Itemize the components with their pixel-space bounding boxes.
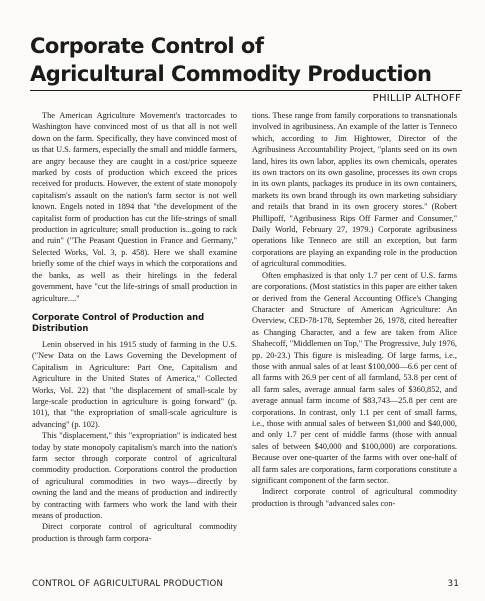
section-heading: Corporate Control of Production and Distribution: [32, 311, 205, 333]
page-number: 31: [447, 579, 459, 589]
paragraph: Indirect corporate control of agricultural commodity production is through "advanced sales con-: [252, 487, 457, 508]
article-title-line-1: Corporate Control of: [30, 34, 264, 58]
paragraph: tions. These range from family corporations to transnationals involved in agribusiness. An example of the latter is Tenneco which, according to Jim Hightower, Director of the Agribusiness Accountability Project, "plants seed on its own land, hires its own labor, applies its own chemicals, operates its own tractors on its own gasoline, processes its own crops in its own plants, packages its produce in its own containers, markets its own brand through its own marketing subsidiary and retails that brand in its own grocery stores." (Robert Phillipoff, "Agribusiness Rips Off Farmer and Consumer," Daily World, February 27, 1979.) Corporate agribusiness operations like Tenneco are still an exception, but farm corporations are playing an expanding role in the production of agricultural commodities.: [252, 111, 457, 269]
author-byline: PHILLIP ALTHOFF: [372, 93, 461, 104]
right-column: [252, 110, 457, 575]
paragraph: Direct corporate control of agricultural commodity production is through farm corpora-: [32, 522, 237, 543]
title-rule: [30, 90, 462, 91]
article-title-line-2: Agricultural Commodity Production: [30, 62, 432, 86]
left-column: [32, 110, 237, 575]
paragraph: Lenin observed in his 1915 study of farming in the U.S. ("New Data on the Laws Governing the Development of Capitalism in Agriculture: Part One, Capitalism and Agriculture in the United States of America," Collected Works, Vol. 22) that "the displacement of small-scale by large-scale production in agriculture is going forward" (p. 101), that "the expropriation of small-scale agriculture is advancing" (p. 102).: [32, 339, 237, 429]
paragraph: Often emphasized is that only 1.7 per cent of U.S. farms are corporations. (Most statistics in this paper are either taken or derived from the General Accounting Office's Changing Character and Structure of American Agriculture: An Overview, CED-78-178, September 26, 1978, cited hereafter as Changing Character, and a few are taken from Alice Shabecoff, "Middlemen on Top," The Progressive, July 1976, pp. 20-23.) This figure is misleading. Of large farms, i.e., those with annual sales of at least $100,000—6.6 per cent of all farms with 26.9 per cent of all farmland, 53.8 per cent of all farm sales, average annual farm sales of $360,852, and average annual farm income of $83,743—25.8 per cent are corporations. In contrast, only 1.1 per cent of small farms, i.e., those with annual sales of between $1,000 and $40,000, and only 1.7 per cent of middle farms (those with annual sales of between $40,000 and $100,000) are corporations. Because over one-quarter of the farms with over one-half of all farm sales are corporations, farm corporations constitute a significant component of the farm sector.: [252, 270, 457, 485]
paragraph: The American Agriculture Movement's tractorcades to Washington have convinced most of us that all is not well down on the farm. Specifically, they have convinced most of us that U.S. farmers, especially the small and middle farmers, are angry because they are caught in a cost/price squeeze marked by costs of production which exceed the prices received for products. However, the extent of state monopoly capitalism's assault on the nation's farm sector is not well known. Engels noted in 1894 that "the development of the capitalist form of production has cut the life-strings of small production in agriculture; small production is...going to rack and ruin" ("The Peasant Question in France and Germany," Selected Works, Vol. 3, p. 458). Here we shall examine briefly some of the chief ways in which the corporations and the banks, as well as their hirelings in the federal government, have "cut the life-strings of small production in agriculture....": [32, 111, 237, 303]
paragraph: This "displacement," this "expropriation" is indicated best today by state monopoly capitalism's march into the nation's farm sector through corporate control of agricultural commodity production. Corporations control the production of agricultural commodities in two ways—directly by owning the land and the means of production and indirectly by contracting with farmers who work the land with their means of production.: [32, 431, 237, 520]
running-footer-title: CONTROL OF AGRICULTURAL PRODUCTION: [32, 579, 224, 589]
article-title: [30, 32, 470, 88]
